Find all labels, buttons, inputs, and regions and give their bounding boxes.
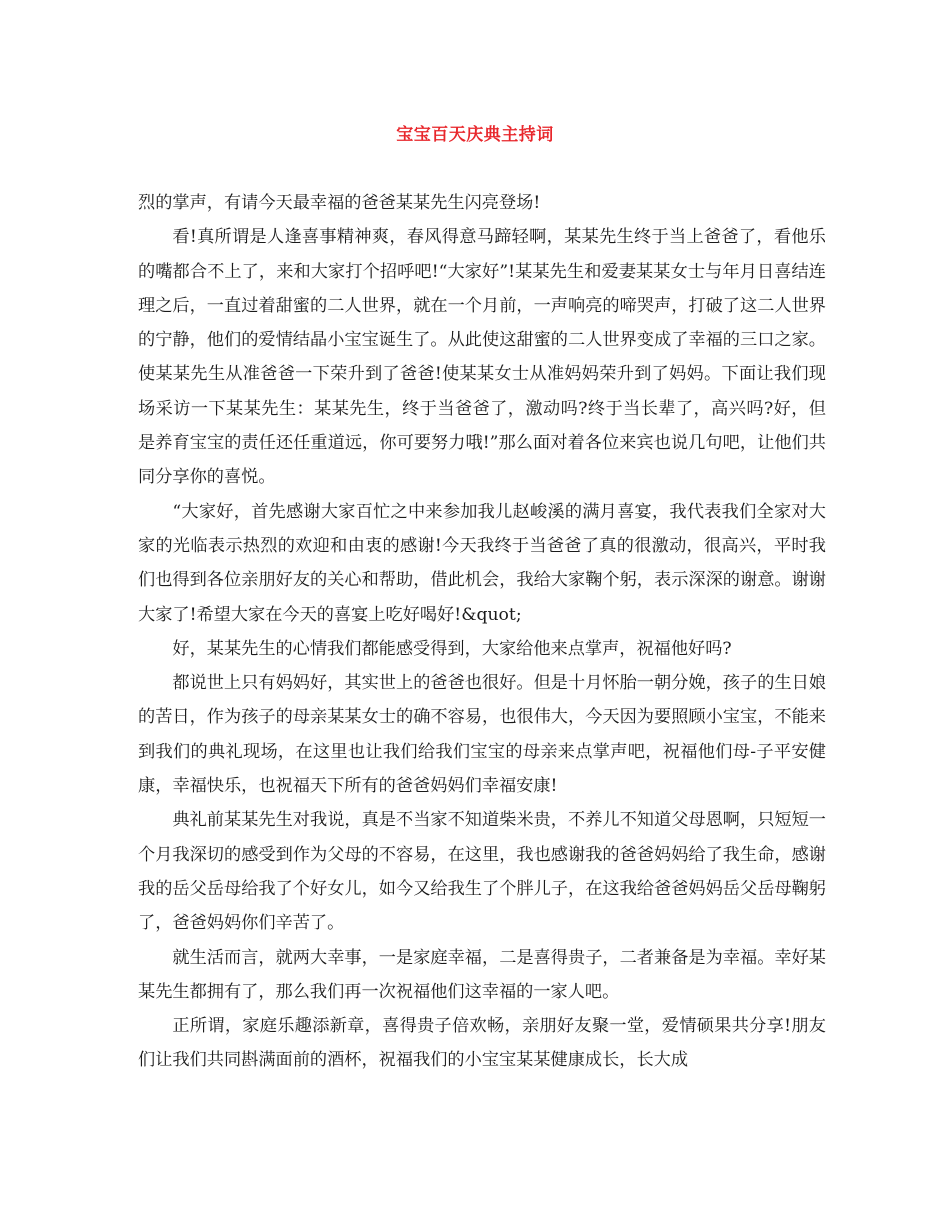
paragraph: 正所谓，家庭乐趣添新章，喜得贵子倍欢畅，亲朋好友聚一堂，爱情硕果共分享!朋友们让我们共同斟满面前的酒杯，祝福我们的小宝宝某某健康成长，长大成 (138, 1016, 826, 1071)
document-title: 宝宝百天庆典主持词 (396, 125, 554, 145)
paragraph: 看!真所谓是人逢喜事精神爽，春风得意马蹄轻啊，某某先生终于当上爸爸了，看他乐的嘴都合不上了，来和大家打个招呼吧!“大家好”!某某先生和爱妻某某女士与年月日喜结连理之后，一直过着甜蜜的二人世界，就在一个月前，一声响亮的啼哭声，打破了这二人世界的宁静，他们的爱情结晶小宝宝诞生了。从此使这甜蜜的二人世界变成了幸福的三口之家。使某某先生从准爸爸一下荣升到了爸爸!使某某女士从准妈妈荣升到了妈妈。下面让我们现场采访一下某某先生：某某先生，终于当爸爸了，激动吗?终于当长辈了，高兴吗?好，但是养育宝宝的责任还任重道远，你可要努力哦!”那么面对着各位来宾也说几句吧，让他们共同分享你的喜悦。 (138, 227, 826, 488)
paragraph: “大家好，首先感谢大家百忙之中来参加我儿赵峻溪的满月喜宴，我代表我们全家对大家的光临表示热烈的欢迎和由衷的感谢!今天我终于当爸爸了真的很激动，很高兴，平时我们也得到各位亲朋好友的关心和帮助，借此机会，我给大家鞠个躬，表示深深的谢意。谢谢大家了!希望大家在今天的喜宴上吃好喝好!&quot; (138, 501, 826, 625)
paragraph: 烈的掌声，有请今天最幸福的爸爸某某先生闪亮登场! (138, 193, 541, 213)
paragraph: 就生活而言，就两大幸事，一是家庭幸福，二是喜得贵子，二者兼备是为幸福。幸好某某先生都拥有了，那么我们再一次祝福他们这幸福的一家人吧。 (138, 947, 826, 1002)
paragraph: 典礼前某某先生对我说，真是不当家不知道柴米贵，不养儿不知道父母恩啊，只短短一个月我深切的感受到作为父母的不容易，在这里，我也感谢我的爸爸妈妈给了我生命，感谢我的岳父岳母给我了个好女儿，如今又给我生了个胖儿子，在这我给爸爸妈妈岳父岳母鞠躬了，爸爸妈妈你们辛苦了。 (138, 810, 826, 934)
paragraph: 都说世上只有妈妈好，其实世上的爸爸也很好。但是十月怀胎一朝分娩，孩子的生日娘的苦日，作为孩子的母亲某某女士的确不容易，也很伟大，今天因为要照顾小宝宝，不能来到我们的典礼现场，在这里也让我们给我们宝宝的母亲来点掌声吧，祝福他们母-子平安健康，幸福快乐，也祝福天下所有的爸爸妈妈们幸福安康! (138, 673, 826, 797)
document-body (138, 186, 826, 1078)
paragraph: 好，某某先生的心情我们都能感受得到，大家给他来点掌声，祝福他好吗? (172, 638, 732, 659)
